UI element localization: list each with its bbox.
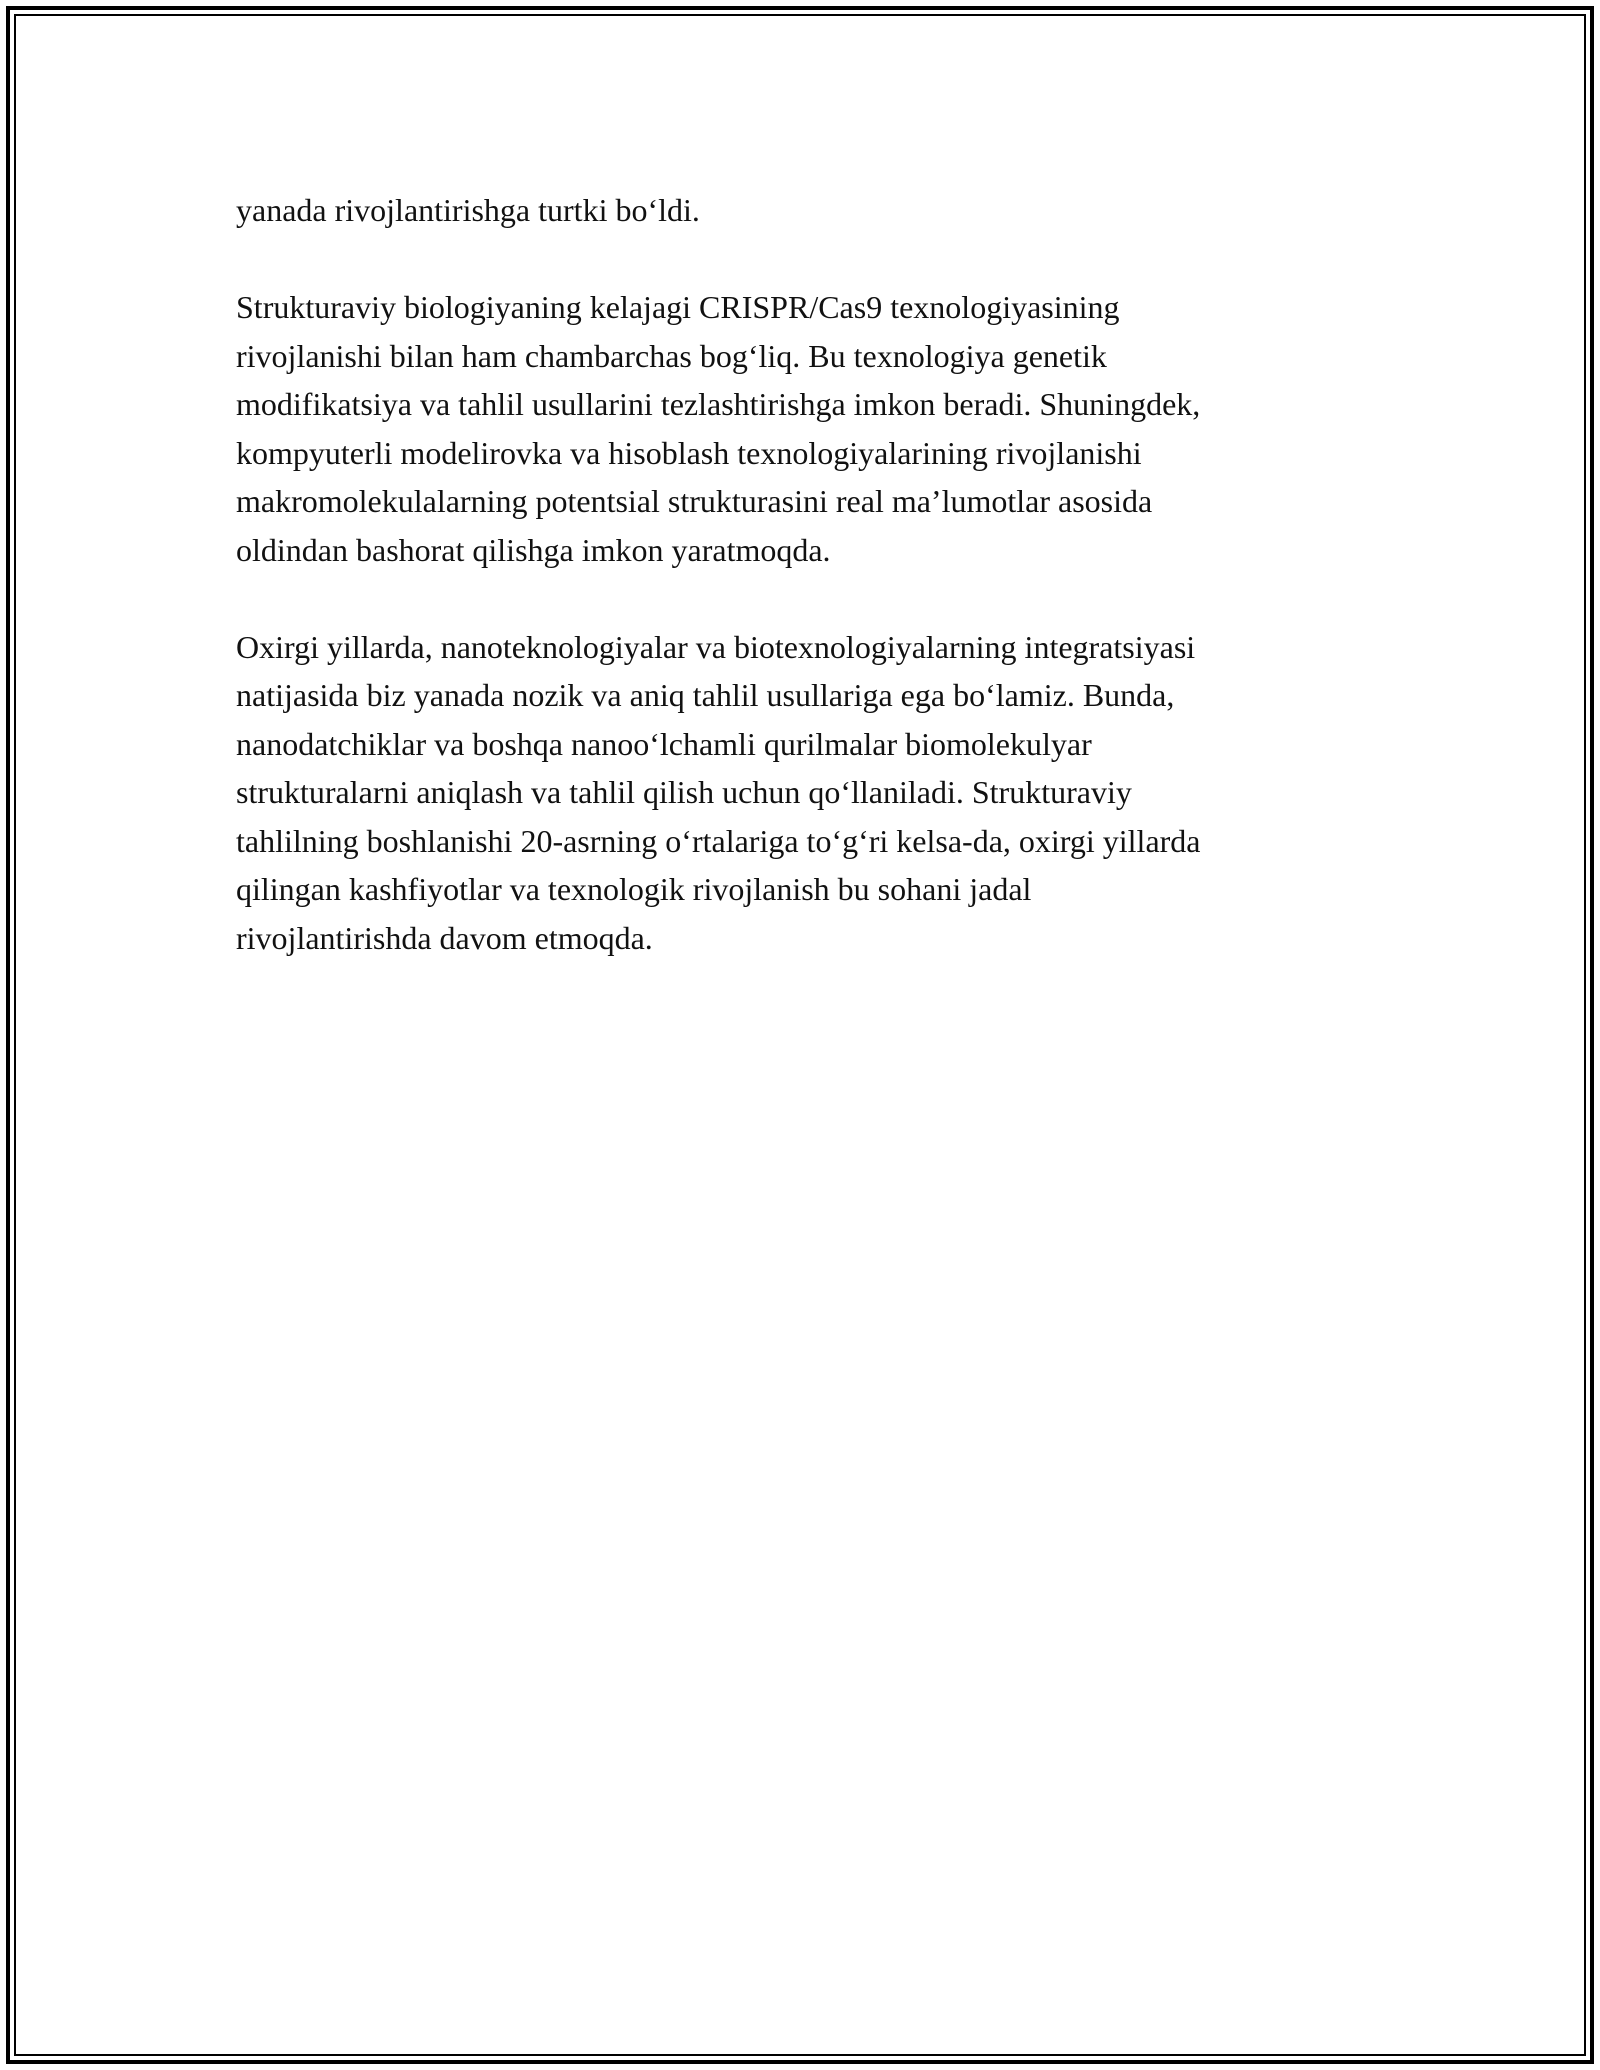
paragraph-line: oldindan bashorat qilishga imkon yaratmoqda. bbox=[236, 531, 831, 568]
paragraph-2 bbox=[236, 283, 1366, 574]
paragraph-3 bbox=[236, 623, 1366, 963]
paragraph-line: yanada rivojlantirishga turtki bo‘ldi. bbox=[236, 192, 700, 228]
paragraph-line: strukturalarni aniqlash va tahlil qilish uchun qo‘llaniladi. Strukturaviy bbox=[236, 774, 1132, 810]
paragraph-line: Oxirgi yillarda, nanoteknologiyalar va biotexnologiyalarning integratsiyasi bbox=[236, 628, 1196, 665]
paragraph-line: rivojlanishi bilan ham chambarchas bog‘liq. Bu texnologiya genetik bbox=[236, 337, 1107, 374]
paragraph-line: tahlilning boshlanishi 20-asrning o‘rtalariga to‘g‘ri kelsa-da, oxirgi yillarda bbox=[236, 822, 1201, 859]
paragraph-line: modifikatsiya va tahlil usullarini tezlashtirishga imkon beradi. Shuningdek, bbox=[236, 386, 1201, 422]
paragraph-line: kompyuterli modelirovka va hisoblash texnologiyalarining rivojlanishi bbox=[236, 434, 1142, 471]
paragraph-line: qilingan kashfiyotlar va texnologik rivojlanish bu sohani jadal bbox=[236, 871, 1032, 907]
paragraph-line: makromolekulalarning potentsial strukturasini real ma’lumotlar asosida bbox=[236, 483, 1153, 519]
paragraph-line: Strukturaviy biologiyaning kelajagi CRISPR/Cas9 texnologiyasining bbox=[236, 289, 1120, 325]
paragraph-line: natijasida biz yanada nozik va aniq tahlil usullariga ega bo‘lamiz. Bunda, bbox=[236, 677, 1175, 713]
paragraph-line: rivojlantirishda davom etmoqda. bbox=[236, 919, 653, 956]
paragraph-1 bbox=[236, 186, 1366, 235]
paragraph-line: nanodatchiklar va boshqa nanoo‘lchamli qurilmalar biomolekulyar bbox=[236, 725, 1092, 762]
document-body bbox=[236, 186, 1366, 1011]
